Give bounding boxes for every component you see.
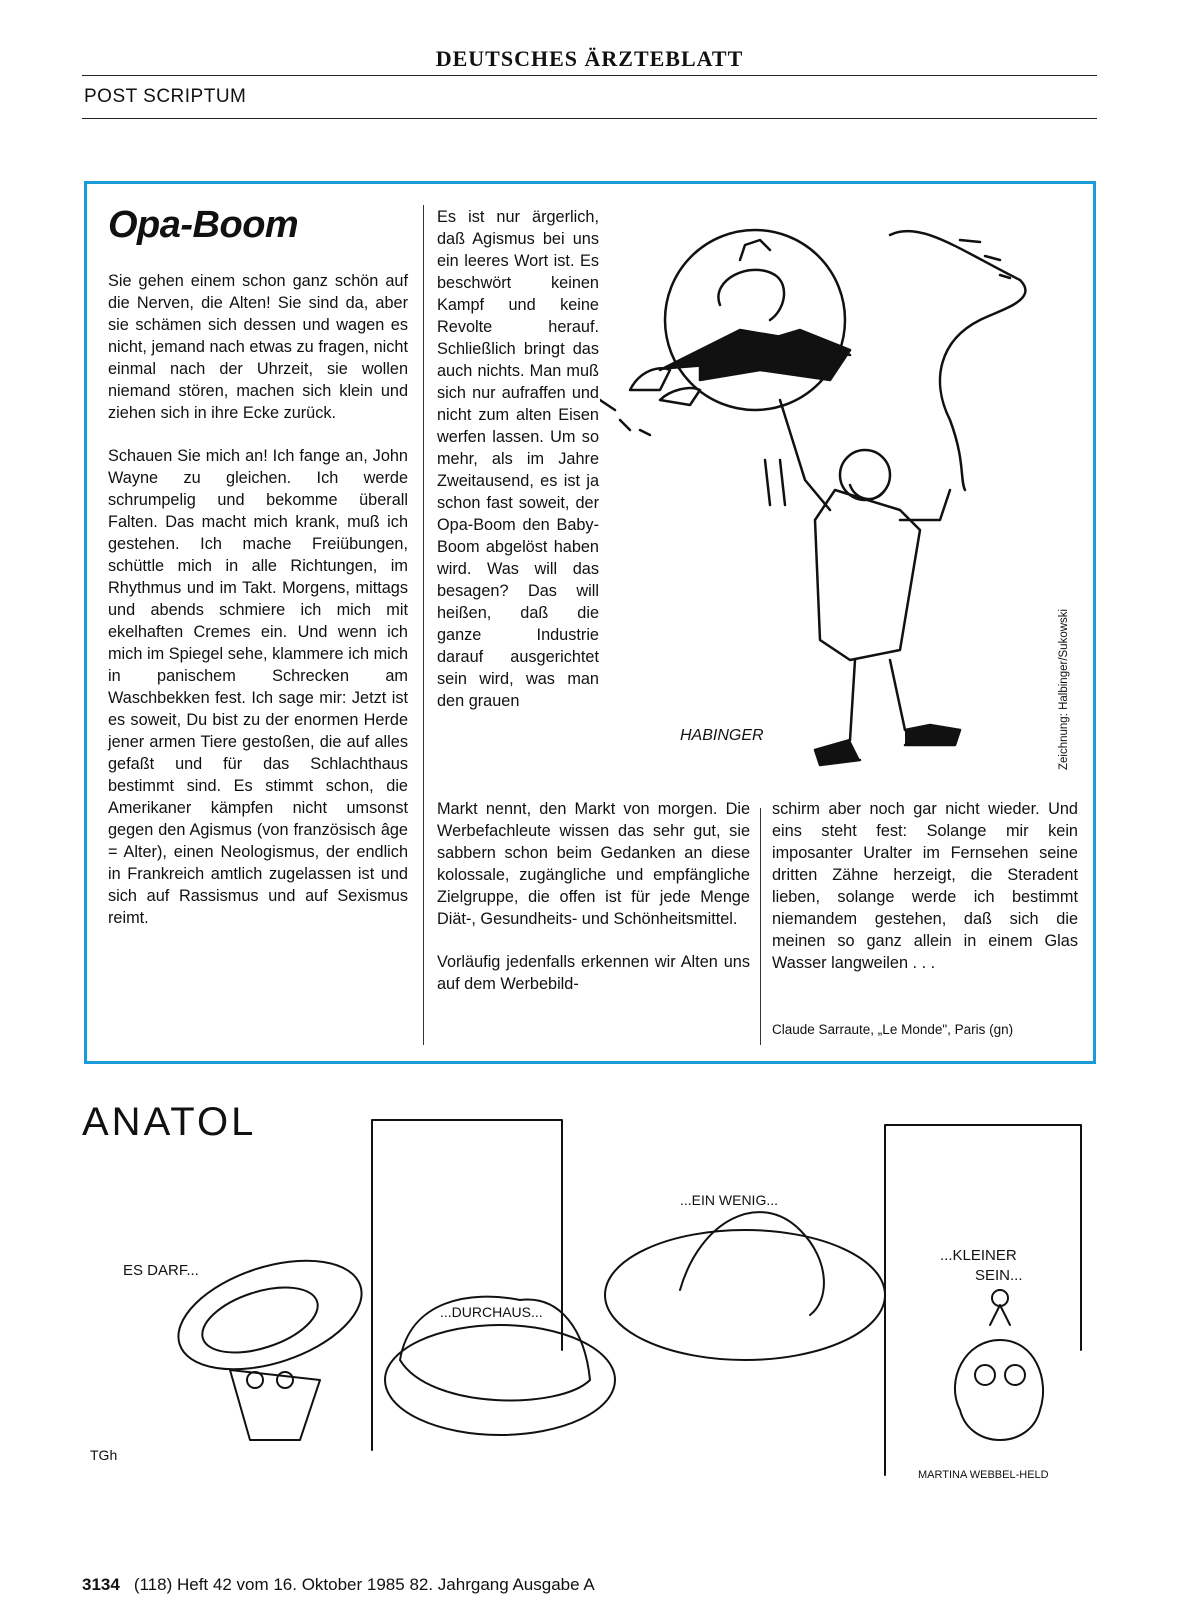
article-credit: Claude Sarraute, „Le Monde", Paris (gn) [772,1022,1014,1037]
bubble-3: ...EIN WENIG... [680,1192,779,1208]
page-number: 3134 [82,1575,120,1594]
column-3 [772,798,1078,995]
header-rule [82,75,1097,76]
paragraph: Sie gehen einem schon ganz schön auf die Nerven, die Alten! Sie sind da, aber sie schämen sich dessen und wagen es nicht, jemand nach etwas zu fragen, nicht einmal nach der Uhrzeit, sie wollen niemand stören, machen sich klein und ziehen sich in ihre Ecke zurück. [108,272,408,422]
signature-right: MARTINA WEBBEL-HELD [918,1469,1049,1481]
column-2-bottom [437,798,750,1016]
section-label: POST SCRIPTUM [84,86,247,107]
column-2-top [437,206,599,733]
column-1 [108,270,408,950]
column-divider [423,205,424,1045]
masthead: DEUTSCHES ÄRZTEBLATT [435,46,744,71]
paragraph: schirm aber noch gar nicht wieder. Und eins steht fest: Solange mir kein imposanter Uralter im Fernsehen seine dritten Zähne herzeigt, die Steradent lieben, solange werde ich bestimmt niemandem gestehen, daß sich die meinen so ganz allein in einem Glas Wasser langweilen . . . [772,800,1078,972]
paragraph: Es ist nur ärgerlich, daß Agismus bei uns ein leeres Wort ist. Es beschwört keinen Kampf und keine Revolte herauf. Schließlich bringt das auch nichts. Man muß sich nur aufraffen und nicht zum alten Eisen werfen lassen. Um so mehr, als im Jahre Zweitausend, es ist ja schon fast soweit, der Opa-Boom den Baby-Boom abgelöst haben wird. Was will das besagen? Das will heißen, daß die ganze Industrie darauf ausgerichtet sein wird, was man den grauen [437,208,599,710]
paragraph: Vorläufig jedenfalls erkennen wir Alten uns auf dem Werbebild- [437,953,750,993]
issue-info: (118) Heft 42 vom 16. Oktober 1985 82. Jahrgang Ausgabe A [133,1575,595,1594]
column-divider [760,808,761,1045]
page-footer [82,1575,595,1595]
bubble-4-line-1: ...KLEINER [940,1247,1017,1264]
illustration-signature: HABINGER [680,727,764,744]
paragraph: Markt nennt, den Markt von morgen. Die Werbefachleute wissen das sehr gut, sie sabbern schon beim Gedanken an diese kolossale, zugängliche und empfängliche Zielgruppe, die offen ist für jede Menge Diät-, Gesundheits- und Schönheitsmittel. [437,800,750,928]
signature-left: TGh [90,1447,118,1463]
paragraph: Schauen Sie mich an! Ich fange an, John Wayne zu gleichen. Ich werde schrumpelig und bekomme überall Falten. Das macht mich krank, muß ich gestehen. Ich mache Freiübungen, schüttle mich in alle Richtungen, im Rhythmus und im Takt. Morgens, mittags und abends schmiere ich mich mit ekelhaften Cremes ein. Und wenn ich mich im Spiegel sehe, klammere ich mich in panischem Schrecken am Waschbekken fest. Ich sage mir: Jetzt ist es soweit, Du bist zu der enormen Herde jener armen Tiere gestoßen, die auf alles gefaßt und für das Schlachthaus bestimmt sind. Es stimmt schon, die Amerikaner kämpfen nicht umsonst gegen den Agismus (von französisch âge = Alter), einen Neologismus, der endlich in Frankreich amtlich zugelassen ist und sich auf Rassismus und auf Sexismus reimt. [108,447,408,927]
article-title: Opa-Boom [108,204,299,246]
bubble-1: ES DARF... [123,1262,199,1279]
illustration-credit: Zeichnung: Halbinger/Sukowski [1058,608,1070,770]
opa-boom-illustration [600,220,1040,780]
anatol-comic [0,1080,1178,1520]
section-rule [82,118,1097,119]
illustration-credit-wrap [1058,608,1178,782]
bubble-2: ...DURCHAUS... [440,1304,543,1320]
bubble-4-line-2: SEIN... [975,1267,1023,1284]
comic-title: ANATOL [82,1100,257,1144]
